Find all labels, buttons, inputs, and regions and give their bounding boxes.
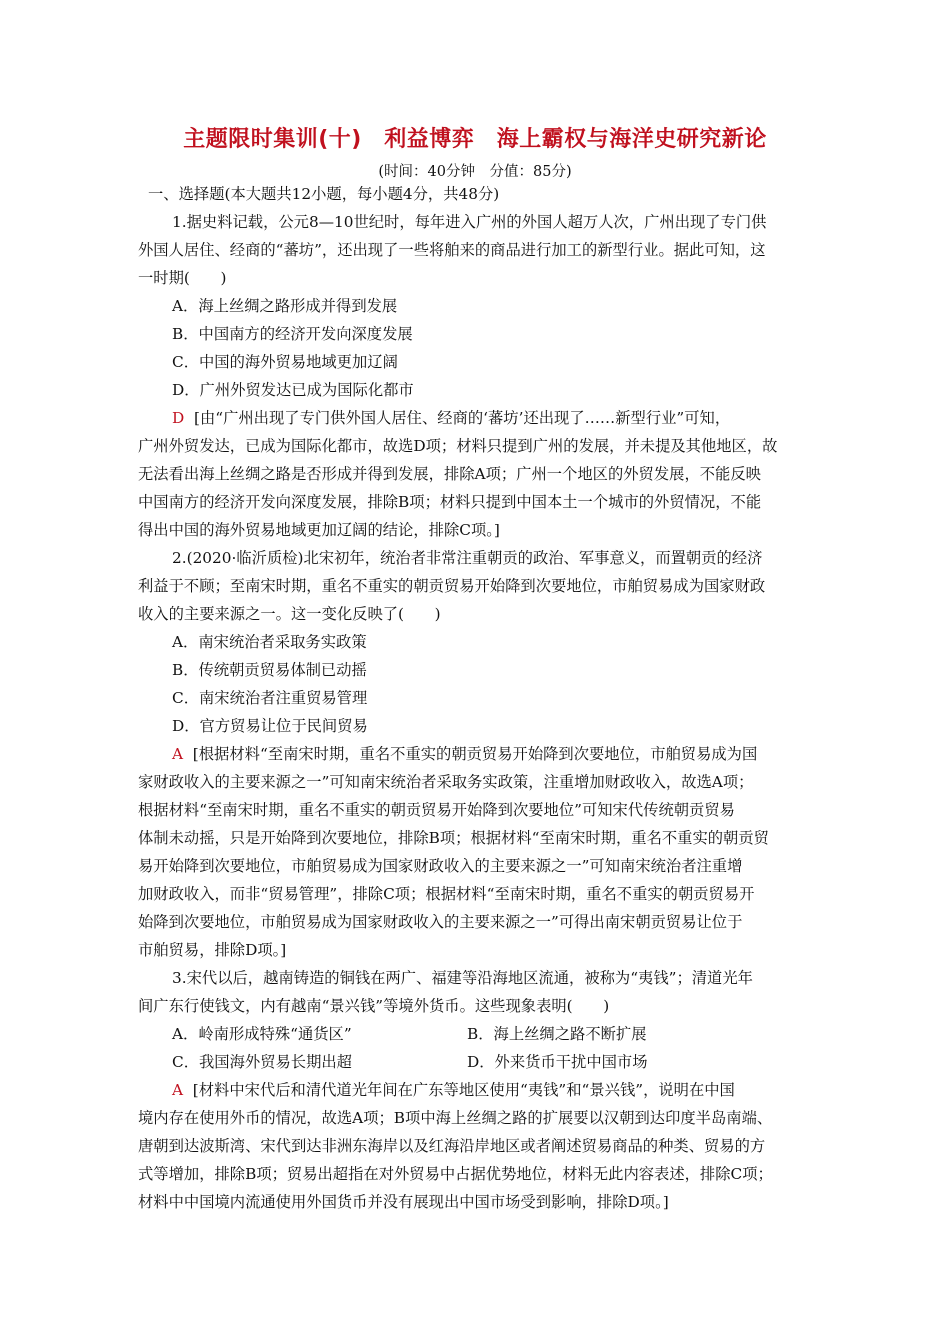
q1-stem-line: 一时期( ): [138, 269, 227, 287]
q3-stem-line: 3.宋代以后，越南铸造的铜钱在两广、福建等沿海地区流通，被称为“夷钱”；清道光年: [172, 969, 753, 987]
q3-option: B．海上丝绸之路不断扩展: [467, 1025, 647, 1043]
q2-explanation-line: 加财政收入，而非“贸易管理”，排除C项；根据材料“至南宋时期，重名不重实的朝贡贸易开: [138, 885, 755, 903]
q2-explanation-text: [根据材料“至南宋时期，重名不重实的朝贡贸易开始降到次要地位，市舶贸易成为国: [192, 745, 758, 763]
q2-explanation-line: 市舶贸易，排除D项。]: [138, 941, 287, 959]
q1-explanation-line: 中国南方的经济开发向深度发展，排除B项；材料只提到中国本土一个城市的外贸情况，不能: [138, 493, 762, 511]
q1-option: A．海上丝绸之路形成并得到发展: [172, 297, 398, 315]
q3-answer: A: [172, 1081, 184, 1099]
q3-explanation-line: 唐朝到达波斯湾、宋代到达非洲东海岸以及红海沿岸地区或者阐述贸易商品的种类、贸易的方: [138, 1137, 766, 1155]
q2-explanation-line: 体制未动摇，只是开始降到次要地位，排除B项；根据材料“至南宋时期，重名不重实的朝贡贸: [138, 829, 769, 847]
section-heading: 一、选择题(本大题共12小题，每小题4分，共48分): [148, 185, 500, 203]
q2-stem-line: 利益于不顾；至南宋时期，重名不重实的朝贡贸易开始降到次要地位，市舶贸易成为国家财政: [138, 577, 766, 595]
q2-option: C．南宋统治者注重贸易管理: [172, 689, 368, 707]
q3-explanation-text: [材料中宋代后和清代道光年间在广东等地区使用“夷钱”和“景兴钱”，说明在中国: [192, 1081, 735, 1099]
q2-explanation-line: 易开始降到次要地位，市舶贸易成为国家财政收入的主要来源之一”可知南宋统治者注重增: [138, 857, 743, 875]
q1-explanation-line: 广州外贸发达，已成为国际化都市，故选D项；材料只提到广州的发展，并未提及其他地区，故: [138, 437, 778, 455]
q1-stem-line: 1.据史料记载，公元8—10世纪时，每年进入广州的外国人超万人次，广州出现了专门供: [172, 213, 767, 231]
q1-explanation-line: 得出中国的海外贸易地域更加辽阔的结论，排除C项。]: [138, 521, 500, 539]
q3-option: A．岭南形成特殊“通货区”: [172, 1025, 352, 1043]
q2-stem-line: 收入的主要来源之一。这一变化反映了( ): [138, 605, 441, 623]
q1-option: C．中国的海外贸易地域更加辽阔: [172, 353, 398, 371]
q3-explanation-line: [172, 1080, 735, 1100]
q3-option: C．我国海外贸易长期出超: [172, 1053, 352, 1071]
page-title: 主题限时集训(十) 利益博弈 海上霸权与海洋史研究新论: [183, 127, 767, 152]
q2-explanation-line: 家财政收入的主要来源之一”可知南宋统治者采取务实政策，注重增加财政收入，故选A项；: [138, 773, 754, 791]
q2-stem-line: 2.(2020·临沂质检)北宋初年，统治者非常注重朝贡的政治、军事意义，而置朝贡的经济: [172, 549, 763, 567]
q1-option: B．中国南方的经济开发向深度发展: [172, 325, 413, 343]
q1-explanation-line: 无法看出海上丝绸之路是否形成并得到发展，排除A项；广州一个地区的外贸发展，不能反映: [138, 465, 761, 483]
page-subtitle: (时间：40分钟 分值：85分): [378, 164, 572, 180]
q1-stem-line: 外国人居住、经商的“蕃坊”，还出现了一些将舶来的商品进行加工的新型行业。据此可知，这: [138, 241, 766, 259]
q3-explanation-line: 材料中中国境内流通使用外国货币并没有展现出中国市场受到影响，排除D项。]: [138, 1193, 669, 1211]
q2-option: D．官方贸易让位于民间贸易: [172, 717, 368, 735]
q3-stem-line: 间广东行使钱文，内有越南“景兴钱”等境外货币。这些现象表明( ): [138, 997, 610, 1015]
q2-explanation-line: 始降到次要地位，市舶贸易成为国家财政收入的主要来源之一”可得出南宋朝贡贸易让位于: [138, 913, 743, 931]
q1-answer: D: [172, 409, 185, 427]
q2-explanation-line: 根据材料“至南宋时期，重名不重实的朝贡贸易开始降到次要地位”可知宋代传统朝贡贸易: [138, 801, 735, 819]
q2-answer: A: [172, 745, 184, 763]
q1-explanation-text: [由“广州出现了专门供外国人居住、经商的‘蕃坊’还出现了……新型行业”可知，: [194, 409, 731, 427]
q1-explanation-line: [172, 408, 730, 428]
q3-explanation-line: 式等增加，排除B项；贸易出超指在对外贸易中占据优势地位，材料无此内容表述，排除C项；: [138, 1165, 773, 1183]
q1-option: D．广州外贸发达已成为国际化都市: [172, 381, 414, 399]
q2-explanation-line: [172, 744, 757, 764]
q2-option: A．南宋统治者采取务实政策: [172, 633, 367, 651]
q2-option: B．传统朝贡贸易体制已动摇: [172, 661, 367, 679]
q3-option: D．外来货币干扰中国市场: [467, 1053, 648, 1071]
q3-explanation-line: 境内存在使用外币的情况，故选A项；B项中海上丝绸之路的扩展要以汉朝到达印度半岛南端、: [138, 1109, 773, 1127]
